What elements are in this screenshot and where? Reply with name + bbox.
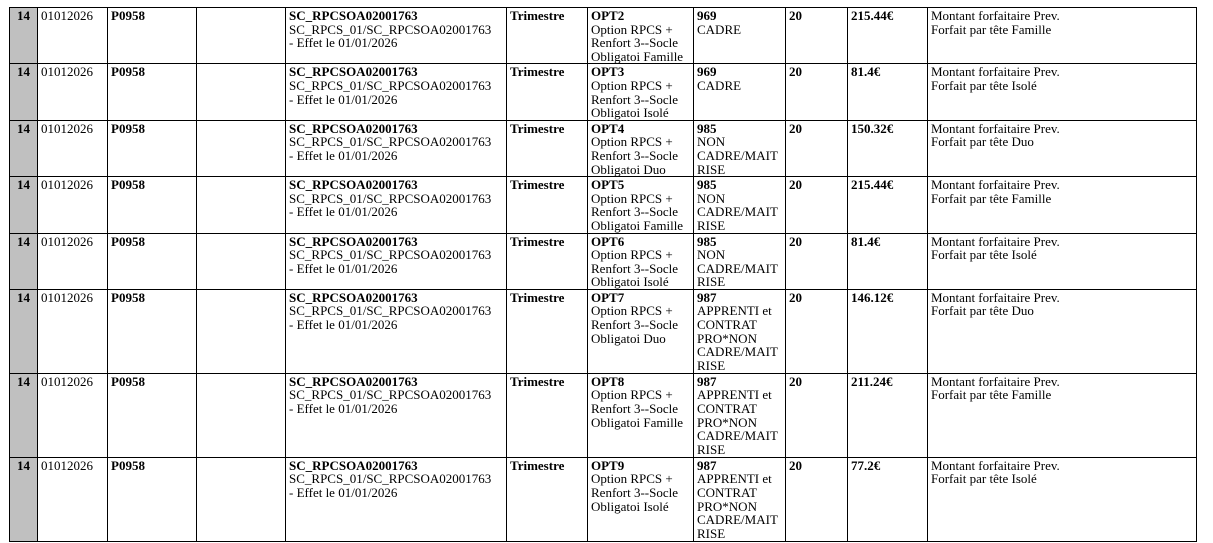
category-cell xyxy=(694,120,786,176)
category-code: 987 xyxy=(697,457,717,473)
table-row xyxy=(10,8,1197,64)
table-row xyxy=(10,373,1197,457)
table-row xyxy=(10,177,1197,233)
option-label-2: Renfort 3--Socle xyxy=(591,401,679,417)
option-label-3: Obligatoi Famille xyxy=(591,414,684,430)
empty-cell xyxy=(197,233,286,289)
description-line-1: Montant forfaitaire Prev. xyxy=(931,177,1060,193)
reference-code: SC_RPCSOA02001763 xyxy=(289,64,418,80)
date-cell: 01012026 xyxy=(38,289,108,373)
amount-cell: 211.24€ xyxy=(848,373,928,457)
option-cell xyxy=(588,457,694,541)
date-cell: 01012026 xyxy=(38,177,108,233)
table-row xyxy=(10,289,1197,373)
row-number-cell: 14 xyxy=(10,457,38,541)
product-code-cell: P0958 xyxy=(108,373,197,457)
option-cell xyxy=(588,8,694,64)
category-label: NON CADRE/MAIT RISE xyxy=(697,190,778,233)
period-cell: Trimestre xyxy=(507,233,588,289)
category-label: APPRENTI et CONTRAT PRO*NON CADRE/MAIT RISE xyxy=(697,387,778,457)
period-cell: Trimestre xyxy=(507,373,588,457)
reference-cell xyxy=(286,289,507,373)
period-cell: Trimestre xyxy=(507,8,588,64)
category-label: NON CADRE/MAIT RISE xyxy=(697,247,778,290)
category-cell xyxy=(694,457,786,541)
option-code: OPT2 xyxy=(591,8,625,23)
description-line-1: Montant forfaitaire Prev. xyxy=(931,64,1060,80)
category-code: 985 xyxy=(697,177,717,193)
description-cell xyxy=(928,8,1197,64)
amount-cell: 215.44€ xyxy=(848,177,928,233)
reference-path: SC_RPCS_01/SC_RPCSOA02001763 xyxy=(289,247,492,263)
category-cell xyxy=(694,289,786,373)
table-row xyxy=(10,457,1197,541)
amount-cell: 77.2€ xyxy=(848,457,928,541)
option-label-3: Obligatoi Famille xyxy=(591,217,684,233)
empty-cell xyxy=(197,8,286,64)
value-cell: 20 xyxy=(786,289,848,373)
category-label: APPRENTI et CONTRAT PRO*NON CADRE/MAIT RISE xyxy=(697,471,778,541)
empty-cell xyxy=(197,457,286,541)
category-cell xyxy=(694,177,786,233)
option-cell xyxy=(588,120,694,176)
reference-path: SC_RPCS_01/SC_RPCSOA02001763 xyxy=(289,21,492,37)
reference-code: SC_RPCSOA02001763 xyxy=(289,233,418,249)
amount-cell: 150.32€ xyxy=(848,120,928,176)
value-cell: 20 xyxy=(786,64,848,120)
period-cell: Trimestre xyxy=(507,177,588,233)
option-label-3: Obligatoi Isolé xyxy=(591,498,669,514)
category-code: 985 xyxy=(697,120,717,136)
row-number-cell: 14 xyxy=(10,177,38,233)
option-label-2: Renfort 3--Socle xyxy=(591,204,679,220)
option-label-3: Obligatoi Famille xyxy=(591,48,684,64)
description-cell xyxy=(928,289,1197,373)
reference-cell xyxy=(286,233,507,289)
effective-date-text: - Effet le 01/01/2026 xyxy=(289,147,398,163)
reference-cell xyxy=(286,8,507,64)
option-code: OPT8 xyxy=(591,373,625,389)
date-cell: 01012026 xyxy=(38,373,108,457)
effective-date-text: - Effet le 01/01/2026 xyxy=(289,91,398,107)
description-cell xyxy=(928,64,1197,120)
effective-date-text: - Effet le 01/01/2026 xyxy=(289,260,398,276)
value-cell: 20 xyxy=(786,8,848,64)
option-label-1: Option RPCS + xyxy=(591,77,673,93)
reference-code: SC_RPCSOA02001763 xyxy=(289,373,418,389)
value-cell: 20 xyxy=(786,177,848,233)
option-code: OPT4 xyxy=(591,120,625,136)
option-label-2: Renfort 3--Socle xyxy=(591,317,679,333)
reference-cell xyxy=(286,120,507,176)
period-cell: Trimestre xyxy=(507,64,588,120)
option-label-1: Option RPCS + xyxy=(591,134,673,150)
empty-cell xyxy=(197,177,286,233)
description-cell xyxy=(928,457,1197,541)
product-code-cell: P0958 xyxy=(108,457,197,541)
reference-code: SC_RPCSOA02001763 xyxy=(289,8,418,23)
category-code: 987 xyxy=(697,289,717,305)
description-line-1: Montant forfaitaire Prev. xyxy=(931,289,1060,305)
option-label-3: Obligatoi Isolé xyxy=(591,105,669,121)
amount-cell: 81.4€ xyxy=(848,64,928,120)
product-code-cell: P0958 xyxy=(108,177,197,233)
description-line-2: Forfait par tête Isolé xyxy=(931,471,1037,487)
category-label: APPRENTI et CONTRAT PRO*NON CADRE/MAIT RISE xyxy=(697,303,778,373)
option-label-1: Option RPCS + xyxy=(591,21,673,37)
empty-cell xyxy=(197,289,286,373)
reference-path: SC_RPCS_01/SC_RPCSOA02001763 xyxy=(289,303,492,319)
option-label-3: Obligatoi Duo xyxy=(591,330,666,346)
reference-code: SC_RPCSOA02001763 xyxy=(289,120,418,136)
description-line-2: Forfait par tête Isolé xyxy=(931,247,1037,263)
category-label: CADRE xyxy=(697,77,742,93)
category-cell xyxy=(694,233,786,289)
reference-cell xyxy=(286,64,507,120)
reference-code: SC_RPCSOA02001763 xyxy=(289,177,418,193)
category-label: CADRE xyxy=(697,21,742,37)
reference-code: SC_RPCSOA02001763 xyxy=(289,289,418,305)
amount-cell: 146.12€ xyxy=(848,289,928,373)
contribution-table xyxy=(9,7,1197,542)
option-label-1: Option RPCS + xyxy=(591,471,673,487)
table-row xyxy=(10,120,1197,176)
option-label-1: Option RPCS + xyxy=(591,303,673,319)
description-line-2: Forfait par tête Famille xyxy=(931,21,1052,37)
category-code: 969 xyxy=(697,64,717,80)
description-line-1: Montant forfaitaire Prev. xyxy=(931,373,1060,389)
option-code: OPT9 xyxy=(591,457,625,473)
category-cell xyxy=(694,8,786,64)
row-number-cell: 14 xyxy=(10,373,38,457)
description-line-1: Montant forfaitaire Prev. xyxy=(931,8,1060,23)
row-number-cell: 14 xyxy=(10,64,38,120)
description-line-2: Forfait par tête Famille xyxy=(931,387,1052,403)
amount-cell: 81.4€ xyxy=(848,233,928,289)
option-cell xyxy=(588,64,694,120)
option-label-1: Option RPCS + xyxy=(591,387,673,403)
option-label-2: Renfort 3--Socle xyxy=(591,35,679,51)
option-label-1: Option RPCS + xyxy=(591,190,673,206)
row-number-cell: 14 xyxy=(10,120,38,176)
effective-date-text: - Effet le 01/01/2026 xyxy=(289,35,398,51)
category-cell xyxy=(694,64,786,120)
value-cell: 20 xyxy=(786,457,848,541)
product-code-cell: P0958 xyxy=(108,120,197,176)
description-line-2: Forfait par tête Famille xyxy=(931,190,1052,206)
period-cell: Trimestre xyxy=(507,289,588,373)
option-label-3: Obligatoi Duo xyxy=(591,161,666,177)
category-code: 987 xyxy=(697,373,717,389)
reference-cell xyxy=(286,457,507,541)
value-cell: 20 xyxy=(786,233,848,289)
description-cell xyxy=(928,233,1197,289)
date-cell: 01012026 xyxy=(38,8,108,64)
reference-path: SC_RPCS_01/SC_RPCSOA02001763 xyxy=(289,387,492,403)
effective-date-text: - Effet le 01/01/2026 xyxy=(289,204,398,220)
date-cell: 01012026 xyxy=(38,457,108,541)
date-cell: 01012026 xyxy=(38,233,108,289)
description-cell xyxy=(928,120,1197,176)
description-line-1: Montant forfaitaire Prev. xyxy=(931,120,1060,136)
value-cell: 20 xyxy=(786,373,848,457)
product-code-cell: P0958 xyxy=(108,64,197,120)
row-number-cell: 14 xyxy=(10,233,38,289)
empty-cell xyxy=(197,373,286,457)
reference-cell xyxy=(286,177,507,233)
reference-path: SC_RPCS_01/SC_RPCSOA02001763 xyxy=(289,190,492,206)
description-line-2: Forfait par tête Duo xyxy=(931,134,1034,150)
description-line-2: Forfait par tête Duo xyxy=(931,303,1034,319)
description-cell xyxy=(928,373,1197,457)
description-line-2: Forfait par tête Isolé xyxy=(931,77,1037,93)
option-label-2: Renfort 3--Socle xyxy=(591,485,679,501)
option-label-2: Renfort 3--Socle xyxy=(591,91,679,107)
effective-date-text: - Effet le 01/01/2026 xyxy=(289,401,398,417)
reference-path: SC_RPCS_01/SC_RPCSOA02001763 xyxy=(289,471,492,487)
reference-path: SC_RPCS_01/SC_RPCSOA02001763 xyxy=(289,134,492,150)
row-number-cell: 14 xyxy=(10,8,38,64)
description-line-1: Montant forfaitaire Prev. xyxy=(931,457,1060,473)
category-code: 969 xyxy=(697,8,717,23)
reference-cell xyxy=(286,373,507,457)
option-code: OPT6 xyxy=(591,233,625,249)
option-label-2: Renfort 3--Socle xyxy=(591,260,679,276)
option-code: OPT7 xyxy=(591,289,625,305)
date-cell: 01012026 xyxy=(38,64,108,120)
product-code-cell: P0958 xyxy=(108,233,197,289)
period-cell: Trimestre xyxy=(507,120,588,176)
category-label: NON CADRE/MAIT RISE xyxy=(697,134,778,177)
empty-cell xyxy=(197,120,286,176)
date-cell: 01012026 xyxy=(38,120,108,176)
option-code: OPT3 xyxy=(591,64,625,80)
description-line-1: Montant forfaitaire Prev. xyxy=(931,233,1060,249)
product-code-cell: P0958 xyxy=(108,8,197,64)
option-cell xyxy=(588,373,694,457)
option-cell xyxy=(588,289,694,373)
empty-cell xyxy=(197,64,286,120)
category-cell xyxy=(694,373,786,457)
period-cell: Trimestre xyxy=(507,457,588,541)
table-row xyxy=(10,233,1197,289)
category-code: 985 xyxy=(697,233,717,249)
effective-date-text: - Effet le 01/01/2026 xyxy=(289,317,398,333)
option-cell xyxy=(588,233,694,289)
product-code-cell: P0958 xyxy=(108,289,197,373)
reference-path: SC_RPCS_01/SC_RPCSOA02001763 xyxy=(289,77,492,93)
description-cell xyxy=(928,177,1197,233)
table-row xyxy=(10,64,1197,120)
option-label-1: Option RPCS + xyxy=(591,247,673,263)
option-label-2: Renfort 3--Socle xyxy=(591,147,679,163)
row-number-cell: 14 xyxy=(10,289,38,373)
value-cell: 20 xyxy=(786,120,848,176)
option-code: OPT5 xyxy=(591,177,625,193)
option-cell xyxy=(588,177,694,233)
option-label-3: Obligatoi Isolé xyxy=(591,274,669,290)
reference-code: SC_RPCSOA02001763 xyxy=(289,457,418,473)
amount-cell: 215.44€ xyxy=(848,8,928,64)
effective-date-text: - Effet le 01/01/2026 xyxy=(289,485,398,501)
